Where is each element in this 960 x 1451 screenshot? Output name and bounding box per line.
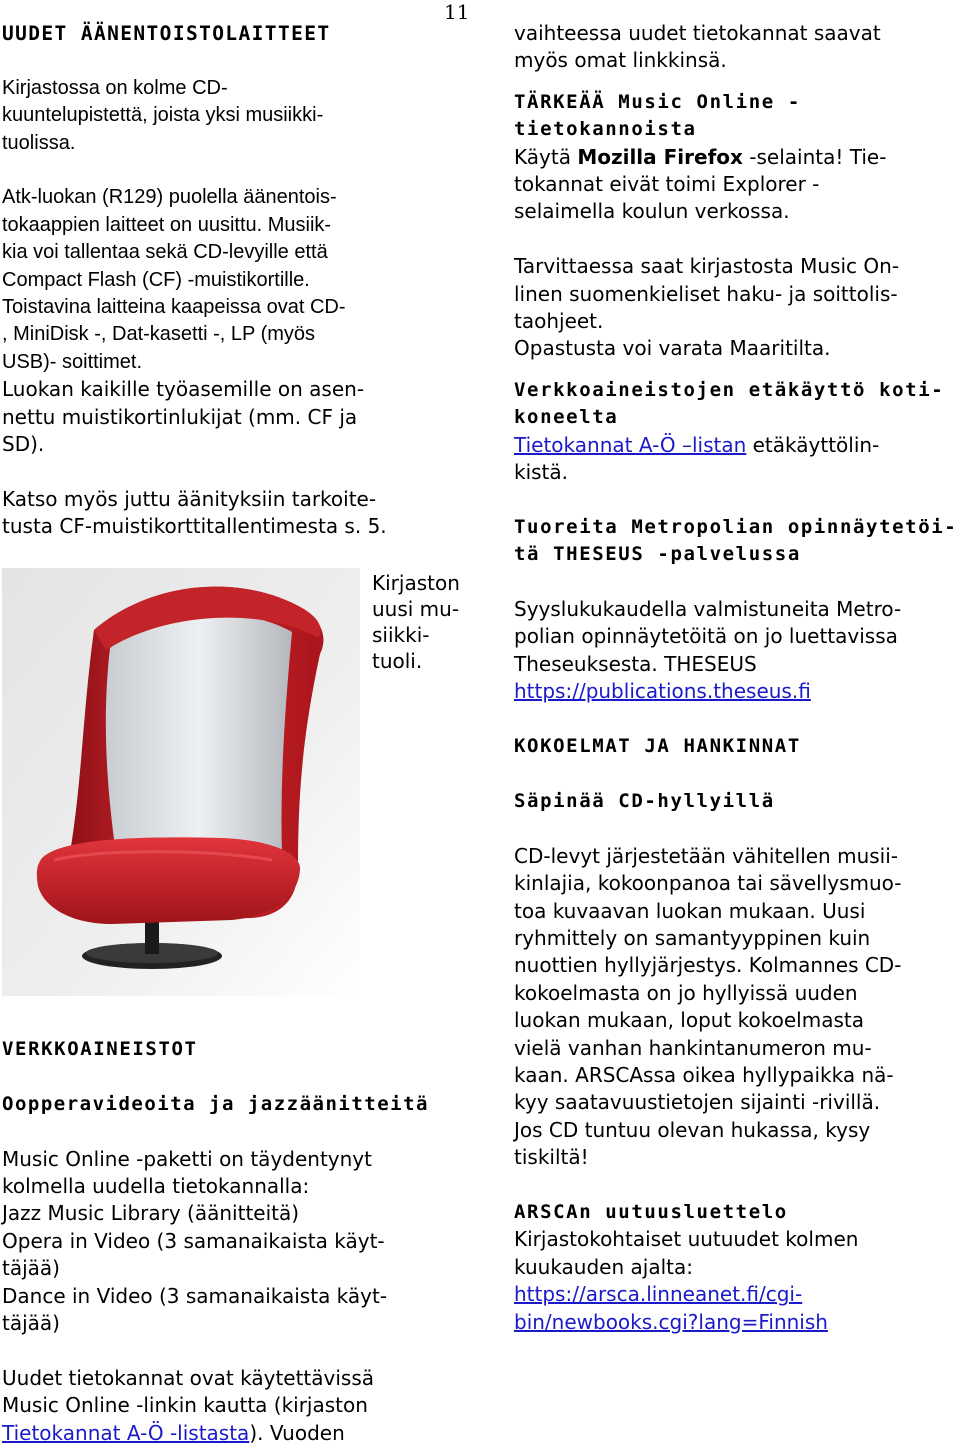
text-line: täjää) bbox=[2, 1256, 60, 1281]
paragraph-uutuudet bbox=[514, 1226, 959, 1336]
text-line: taohjeet. bbox=[514, 309, 604, 334]
heading-theseus bbox=[514, 514, 959, 569]
arsca-newbooks-link[interactable]: https://arsca.linneanet.fi/cgi- bbox=[514, 1282, 803, 1307]
text-line: Uudet tietokannat ovat käytettävissä bbox=[2, 1365, 375, 1390]
tietokannat-a-o-listasta-link[interactable]: Tietokannat A-Ö -listasta bbox=[2, 1420, 250, 1445]
text-line: täjää) bbox=[2, 1311, 60, 1336]
heading-kokoelmat-ja-hankinnat: KOKOELMAT JA HANKINNAT bbox=[514, 735, 801, 758]
text-line: kyy saatavuustietojen sijainti -rivillä. bbox=[514, 1090, 881, 1115]
text-line: kolmella uudella tietokannalla: bbox=[2, 1174, 310, 1198]
text-fragment: ). Vuoden bbox=[249, 1420, 345, 1445]
paragraph-muistikortinlukijat bbox=[2, 376, 450, 458]
text-line: Dance in Video (3 samanaikaista käyt- bbox=[2, 1283, 388, 1308]
left-column-lower bbox=[2, 1036, 450, 1447]
text-fragment: Käytä bbox=[514, 144, 578, 169]
text-line: Opastusta voi varata Maaritilta. bbox=[514, 336, 831, 361]
text-line-link bbox=[514, 678, 959, 705]
text-line: kuuntelupistettä, joista yksi musiikki- bbox=[2, 104, 324, 127]
paragraph-firefox bbox=[514, 144, 959, 226]
page-number: 11 bbox=[444, 0, 470, 24]
text-line: Jazz Music Library (äänitteitä) bbox=[2, 1201, 300, 1226]
heading-line: TÄRKEÄÄ Music Online - bbox=[514, 90, 801, 113]
text-line: Syyslukukaudella valmistuneita Metro- bbox=[514, 597, 902, 622]
caption-line: uusi mu- bbox=[372, 597, 460, 621]
heading-line: Tuoreita Metropolian opinnäytetöi- bbox=[514, 515, 958, 538]
text-fragment: etäkäyttölin- bbox=[746, 432, 880, 457]
heading-tarkeaa-music-online bbox=[514, 89, 959, 144]
paragraph-soittolistaohjeet bbox=[514, 253, 959, 363]
text-line: nettu muistikortinlukijat (mm. CF ja bbox=[2, 404, 358, 429]
paragraph-cd-levyt bbox=[514, 843, 959, 1172]
heading-line: Verkkoaineistojen etäkäyttö koti- bbox=[514, 378, 945, 401]
text-line: vielä vanhan hankintanumeron mu- bbox=[514, 1035, 872, 1060]
text-line: tokaappien laitteet on uusittu. Musiik- bbox=[2, 213, 332, 236]
paragraph-opinnaytetyot bbox=[514, 596, 959, 706]
heading-line: tä THESEUS -palvelussa bbox=[514, 543, 801, 566]
right-column bbox=[514, 20, 959, 1336]
heading-etakaytto bbox=[514, 377, 959, 432]
mozilla-firefox-bold: Mozilla Firefox bbox=[577, 144, 743, 169]
text-line: CD-levyt järjestetään vähitellen musii- bbox=[514, 843, 898, 868]
text-line: Kirjastokohtaiset uutuudet kolmen bbox=[514, 1227, 859, 1252]
text-line: Luokan kaikille työasemille on asen- bbox=[2, 377, 365, 402]
arsca-link-line bbox=[514, 1309, 959, 1336]
heading-uudet-aanentoistolaitteet: UUDET ÄÄNENTOISTOLAITTEET bbox=[2, 22, 331, 45]
arsca-link-line bbox=[514, 1281, 959, 1308]
text-line: Music Online -linkin kautta (kirjaston bbox=[2, 1393, 368, 1418]
text-line: kokoelmasta on jo hyllyissä uuden bbox=[514, 980, 858, 1005]
text-line: toa kuvaavan luokan mukaan. Uusi bbox=[514, 898, 866, 923]
caption-line: siikki- bbox=[372, 623, 430, 647]
paragraph-music-online-paketti bbox=[2, 1146, 450, 1338]
music-chair-photo bbox=[2, 568, 360, 996]
text-line: Katso myös juttu äänityksiin tarkoite- bbox=[2, 486, 377, 511]
paragraph-vaihteessa bbox=[514, 20, 959, 75]
left-column bbox=[2, 20, 450, 541]
text-line: myös omat linkkinsä. bbox=[514, 48, 727, 73]
text-line: Tarvittaessa saat kirjastosta Music On- bbox=[514, 254, 900, 279]
caption-line: Kirjaston bbox=[372, 571, 460, 595]
text-line: tusta CF-muistikorttitallentimesta s. 5. bbox=[2, 514, 387, 539]
text-line: Music Online -paketti on täydentynyt bbox=[2, 1146, 372, 1171]
arsca-newbooks-link[interactable]: bin/newbooks.cgi?lang=Finnish bbox=[514, 1309, 828, 1334]
text-line: Compact Flash (CF) -muistikortille. bbox=[2, 268, 310, 291]
tietokannat-a-o-listan-link[interactable]: Tietokannat A-Ö –listan bbox=[514, 432, 747, 457]
text-line: kistä. bbox=[514, 460, 569, 485]
text-line: Kirjastossa on kolme CD- bbox=[2, 76, 228, 99]
text-line: Toistavina laitteina kaapeissa ovat CD- bbox=[2, 296, 346, 319]
text-line: ryhmittely on samantyyppinen kuin bbox=[514, 925, 871, 950]
heading-arscan-uutuusluettelo: ARSCAn uutuusluettelo bbox=[514, 1200, 788, 1223]
text-line: Opera in Video (3 samanaikaista käyt- bbox=[2, 1228, 385, 1253]
heading-oopperavideoita: Oopperavideoita ja jazzäänitteitä bbox=[2, 1092, 429, 1115]
text-line: SD). bbox=[2, 432, 45, 457]
text-line: tokannat eivät toimi Explorer - bbox=[514, 172, 820, 197]
theseus-link[interactable]: https://publications.theseus.fi bbox=[514, 679, 811, 704]
heading-line: tietokannoista bbox=[514, 118, 697, 141]
text-line: , MiniDisk -, Dat-kasetti -, LP (myös bbox=[2, 323, 316, 346]
text-line: polian opinnäytetöitä on jo luettavissa bbox=[514, 624, 898, 649]
text-line: vaihteessa uudet tietokannat saavat bbox=[514, 21, 881, 45]
text-line: Theseuksesta. THESEUS bbox=[514, 651, 757, 676]
paragraph-uudet-tietokannat bbox=[2, 1365, 450, 1447]
text-line: kia voi tallentaa sekä CD-levyille että bbox=[2, 241, 328, 264]
caption-line: tuoli. bbox=[372, 649, 423, 673]
text-fragment: -selainta! Tie- bbox=[742, 144, 887, 169]
paragraph-etakayttolinkista bbox=[514, 432, 959, 487]
text-line: kaan. ARSCAssa oikea hyllypaikka nä- bbox=[514, 1062, 894, 1087]
heading-verkkoaineistot: VERKKOAINEISTOT bbox=[2, 1038, 198, 1060]
text-line-with-link bbox=[514, 432, 959, 459]
text-line: Jos CD tuntuu olevan hukassa, kysy bbox=[514, 1117, 871, 1142]
heading-sapinaa-cd-hyllyilla: Säpinää CD-hyllyillä bbox=[514, 789, 775, 812]
chair-caption bbox=[372, 570, 462, 674]
paragraph-katso-myos bbox=[2, 486, 450, 541]
text-line-with-link bbox=[2, 1420, 450, 1447]
paragraph-atk-luokka bbox=[2, 184, 450, 376]
text-line: linen suomenkieliset haku- ja soittolis- bbox=[514, 281, 898, 306]
text-line: tuolissa. bbox=[2, 131, 76, 154]
text-line: luokan mukaan, loput kokoelmasta bbox=[514, 1008, 864, 1033]
text-line: selaimella koulun verkossa. bbox=[514, 199, 790, 224]
text-line: kinlajia, kokoonpanoa tai sävellysmuo- bbox=[514, 871, 902, 896]
text-line bbox=[514, 144, 959, 171]
text-line: USB)- soittimet. bbox=[2, 350, 143, 373]
paragraph-cd-kuuntelupisteet bbox=[2, 75, 450, 157]
text-line: kuukauden ajalta: bbox=[514, 1254, 693, 1279]
text-line: nuottien hyllyjärjestys. Kolmannes CD- bbox=[514, 953, 902, 978]
text-line: tiskiltä! bbox=[514, 1145, 589, 1170]
text-line: Atk-luokan (R129) puolella äänentois- bbox=[2, 186, 337, 209]
heading-line: koneelta bbox=[514, 406, 619, 429]
